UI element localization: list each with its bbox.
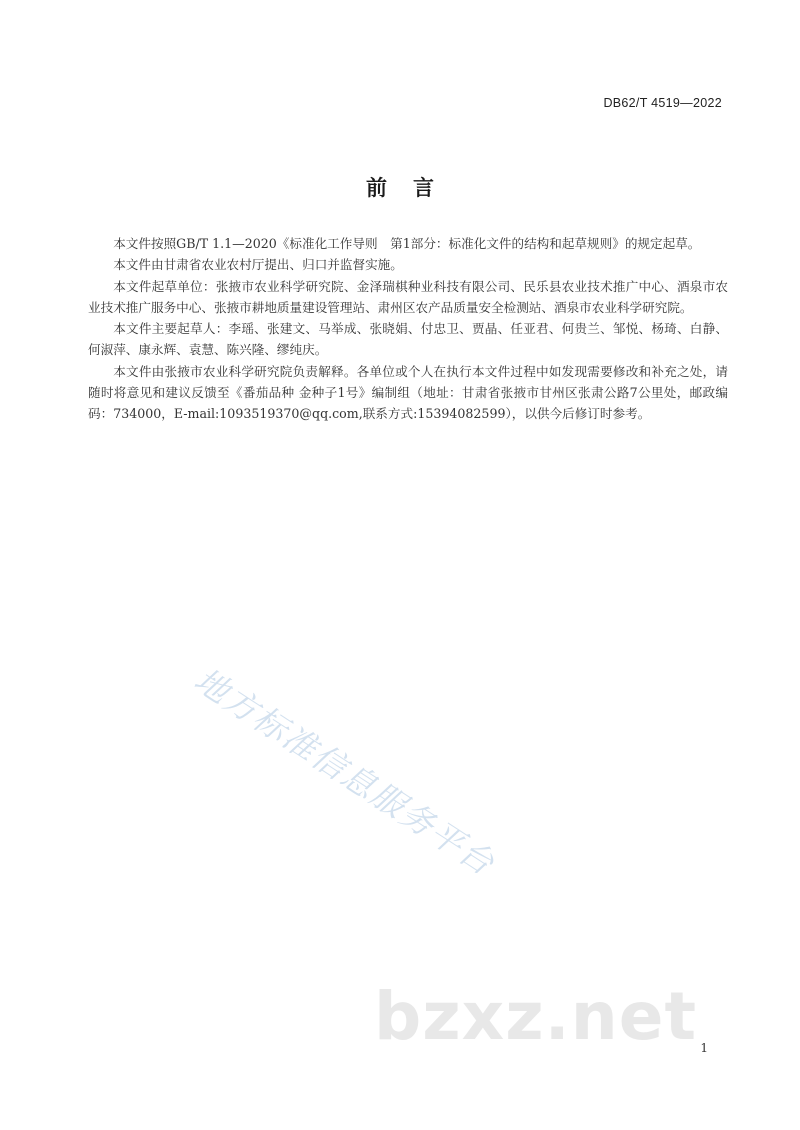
paragraph-drafting-rules: 本文件按照GB/T 1.1—2020《标准化工作导则 第1部分：标准化文件的结构和起草规则》的规定起草。: [113, 236, 701, 251]
page-number: 1: [700, 1041, 708, 1055]
document-code: DB62/T 4519—2022: [603, 96, 722, 110]
paragraph-drafting-units: 本文件起草单位：张掖市农业科学研究院、金泽瑞棋种业科技有限公司、民乐县农业技术推广中心、酒泉市农业技术推广服务中心、张掖市耕地质量建设管理站、肃州区农产品质量安全检测站、酒泉市农业科学研究院。: [88, 278, 728, 315]
paragraph-interpretation: 本文件由张掖市农业科学研究院负责解释。各单位或个人在执行本文件过程中如发现需要修改和补充之处，请随时将意见和建议反馈至《番茄品种 金种子1号》编制组（地址：甘肃省张掖市甘州区张肃公路7公里处，邮政编码：734000，E-mail:1093519370@qq.com,联系方式:15394082599），以供今后修订时参考。: [88, 363, 728, 422]
watermark-site-logo: bzxz.net: [374, 978, 698, 1055]
watermark-platform-text: 地方标准信息服务平台: [187, 660, 503, 884]
page-title: 前言: [366, 176, 460, 200]
foreword-body: [88, 233, 728, 425]
paragraph-drafters: 本文件主要起草人：李瑶、张建文、马举成、张晓娟、付忠卫、贾晶、任亚君、何贵兰、邹悦、杨琦、白静、何淑萍、康永辉、袁慧、陈兴隆、缪纯庆。: [88, 321, 728, 358]
paragraph-proposer: 本文件由甘肃省农业农村厅提出、归口并监督实施。: [113, 257, 403, 273]
